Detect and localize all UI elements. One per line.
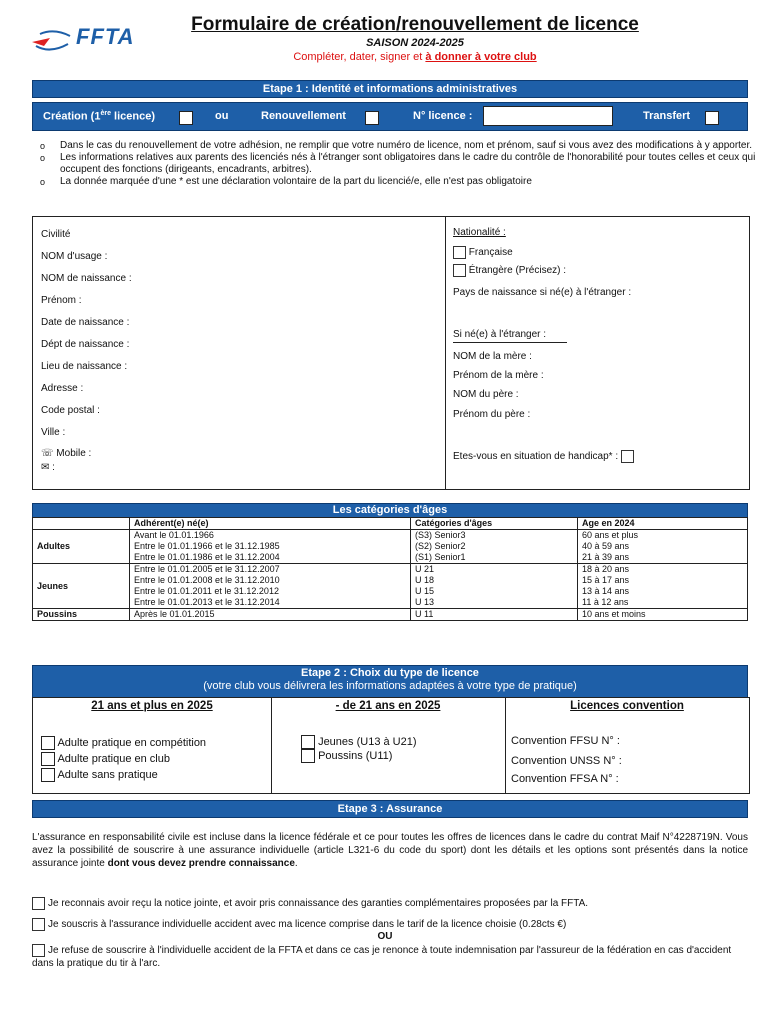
age-table: Adhérent(e) né(e) Catégories d'âges Age en 2024 Adultes Avant le 01.01.1966 Entre le 01.01.1966 et le 31.12.1985 Entre le 01.01.1986 et le 31.12.2004 (S3) Senior3 (S2) Senior2 (S1) Senior1 60 ans et plus 40 à 59 ans 21 à 39 ans Jeunes Entre le 01.01.2005 et le 31.12.2007 Entre le 01.01.2008 et le 31.12.2010 Entre le 01.01.2011 et le 31.12.2012 Entre le 01.01.2013 et le 31.12.2014 U 21 U 18 U 15 U 13 18 à 20 ans 15 à 17 ans 13 à 14 ans 11 à 12 ans Poussins Après le 01.01.2015 U 11 10 ans et moins (32, 517, 748, 621)
phone-icon: ☏ (41, 448, 54, 459)
envelope-icon: ✉ (41, 462, 50, 473)
page-title: Formulaire de création/renouvellement de licence (191, 14, 639, 35)
city-field[interactable]: Ville : (41, 427, 66, 438)
step2-subtitle: (votre club vous délivrera les informations adaptées à votre type de pratique) (203, 680, 577, 692)
step1-options (32, 102, 748, 131)
poussins-option[interactable]: Poussins (U11) (301, 749, 392, 763)
season: SAISON 2024-2025 (366, 37, 464, 49)
postcode-field[interactable]: Code postal : (41, 405, 100, 416)
convention-unss-field[interactable]: Convention UNSS N° : (511, 755, 622, 767)
mother-firstname-field[interactable]: Prénom de la mère : (453, 370, 544, 381)
nationality-fr[interactable]: Française (453, 246, 513, 259)
nationality-foreign-checkbox[interactable] (453, 264, 466, 277)
civility-field[interactable]: Civilité (41, 229, 71, 240)
adult-competition-option[interactable]: Adulte pratique en compétition (41, 736, 206, 750)
step2-header (32, 665, 748, 698)
or-separator: OU (377, 931, 393, 942)
birth-name-field[interactable]: NOM de naissance : (41, 273, 132, 284)
licence-type-box (32, 697, 750, 794)
age-categories-header: Les catégories d'âges (32, 503, 748, 518)
adult-club-option[interactable]: Adulte pratique en club (41, 752, 170, 766)
nationality-fr-checkbox[interactable] (453, 246, 466, 259)
note-item: o Les informations relatives aux parents des licenciés nés à l'étranger sont obligatoires dans le cadre du contrôle de l'honorabilité pour toutes celles et ceux qui occupent des fonctions (dirigeants, encadrants, arbitres). (60, 152, 760, 176)
renewal-label: Renouvellement (261, 110, 346, 122)
convention-ffsu-field[interactable]: Convention FFSU N° : (511, 735, 620, 747)
step3-header: Etape 3 : Assurance (32, 800, 748, 818)
birth-country-field[interactable]: Pays de naissance si né(e) à l'étranger : (453, 287, 632, 298)
renewal-checkbox[interactable] (365, 111, 379, 125)
nationality-label: Nationalité : (453, 227, 506, 238)
convention-ffsa-field[interactable]: Convention FFSA N° : (511, 773, 619, 785)
creation-label: Création (1ère licence) (43, 110, 156, 123)
adult-nopractice-option[interactable]: Adulte sans pratique (41, 768, 158, 782)
table-row: Poussins Après le 01.01.2015 U 11 10 ans et moins (33, 609, 748, 621)
handicap-checkbox[interactable] (621, 450, 634, 463)
father-firstname-field[interactable]: Prénom du père : (453, 409, 531, 420)
col-convention-title: Licences convention (570, 700, 684, 712)
note-item: o Dans le cas du renouvellement de votre adhésion, ne remplir que votre numéro de licence, nom et prénom, sauf si vous avez des modifications à y apporter. (60, 140, 760, 152)
ack-refuse-option[interactable]: Je refuse de souscrire à l'individuelle accident de la FFTA et dans ce cas je renonce à toute indemnisation par l'assureur de la fédération en cas d'accident dans la pratique du tir à l'arc. (32, 945, 732, 970)
col-youth-title: - de 21 ans en 2025 (335, 700, 441, 712)
step1-header: Etape 1 : Identité et informations administratives (32, 80, 748, 98)
page-header (0, 14, 770, 63)
usage-name-field[interactable]: NOM d'usage : (41, 251, 108, 262)
licence-number-input[interactable] (483, 106, 613, 126)
nationality-foreign[interactable]: Étrangère (Précisez) : (453, 264, 566, 277)
birthdate-field[interactable]: Date de naissance : (41, 317, 130, 328)
ack-notice-option[interactable]: Je reconnais avoir reçu la notice jointe, et avoir pris connaissance des garanties complémentaires proposées par la FFTA. (32, 897, 748, 910)
licence-number-label: N° licence : (413, 110, 473, 122)
email-field[interactable]: ✉ : (41, 462, 55, 473)
logo-text: FFTA (76, 24, 135, 49)
creation-checkbox[interactable] (179, 111, 193, 125)
insurance-paragraph: L'assurance en responsabilité civile est incluse dans la licence fédérale et ce pour toutes les offres de licences dans le cadre du contrat Maif N°4228719N. Vous avez la possibilité de souscrire à une assurance individuelle (article L321-6 du code du sport) dont les détails et les options sont présentés dans la notice assurance jointe dont vous devez prendre connaissance. (32, 832, 748, 869)
note-item: o La donnée marquée d'une * est une déclaration volontaire de la part du licencié/e, elle n'est pas obligatoire (60, 176, 760, 188)
birthplace-field[interactable]: Lieu de naissance : (41, 361, 128, 372)
instruction: Compléter, dater, signer et à donner à votre club (293, 51, 537, 63)
mobile-field[interactable]: ☏ Mobile : (41, 448, 92, 459)
father-name-field[interactable]: NOM du père : (453, 389, 519, 400)
birth-dept-field[interactable]: Dépt de naissance : (41, 339, 130, 350)
col-adults-title: 21 ans et plus en 2025 (91, 700, 213, 712)
firstname-field[interactable]: Prénom : (41, 295, 82, 306)
transfer-label: Transfert (643, 110, 691, 122)
table-row: Adultes Avant le 01.01.1966 Entre le 01.01.1966 et le 31.12.1985 Entre le 01.01.1986 et le 31.12.2004 (S3) Senior3 (S2) Senior2 (S1) Senior1 60 ans et plus 40 à 59 ans 21 à 39 ans (33, 530, 748, 564)
transfer-checkbox[interactable] (705, 111, 719, 125)
notes-list (48, 140, 760, 188)
youth-option[interactable]: Jeunes (U13 à U21) (301, 735, 417, 749)
handicap-field[interactable]: Etes-vous en situation de handicap* : (453, 450, 634, 463)
born-abroad-label: Si né(e) à l'étranger : (453, 329, 567, 343)
address-field[interactable]: Adresse : (41, 383, 84, 394)
table-row: Jeunes Entre le 01.01.2005 et le 31.12.2007 Entre le 01.01.2008 et le 31.12.2010 Entre le 01.01.2011 et le 31.12.2012 Entre le 01.01.2013 et le 31.12.2014 U 21 U 18 U 15 U 13 18 à 20 ans 15 à 17 ans 13 à 14 ans 11 à 12 ans (33, 564, 748, 609)
ack-subscribe-option[interactable]: Je souscris à l'assurance individuelle accident avec ma licence comprise dans le tarif de la licence choisie (0.28cts €) (32, 918, 748, 931)
identity-box (32, 216, 750, 490)
or-label: ou (215, 110, 229, 122)
mother-name-field[interactable]: NOM de la mère : (453, 351, 532, 362)
step2-title: Etape 2 : Choix du type de licence (301, 667, 479, 679)
